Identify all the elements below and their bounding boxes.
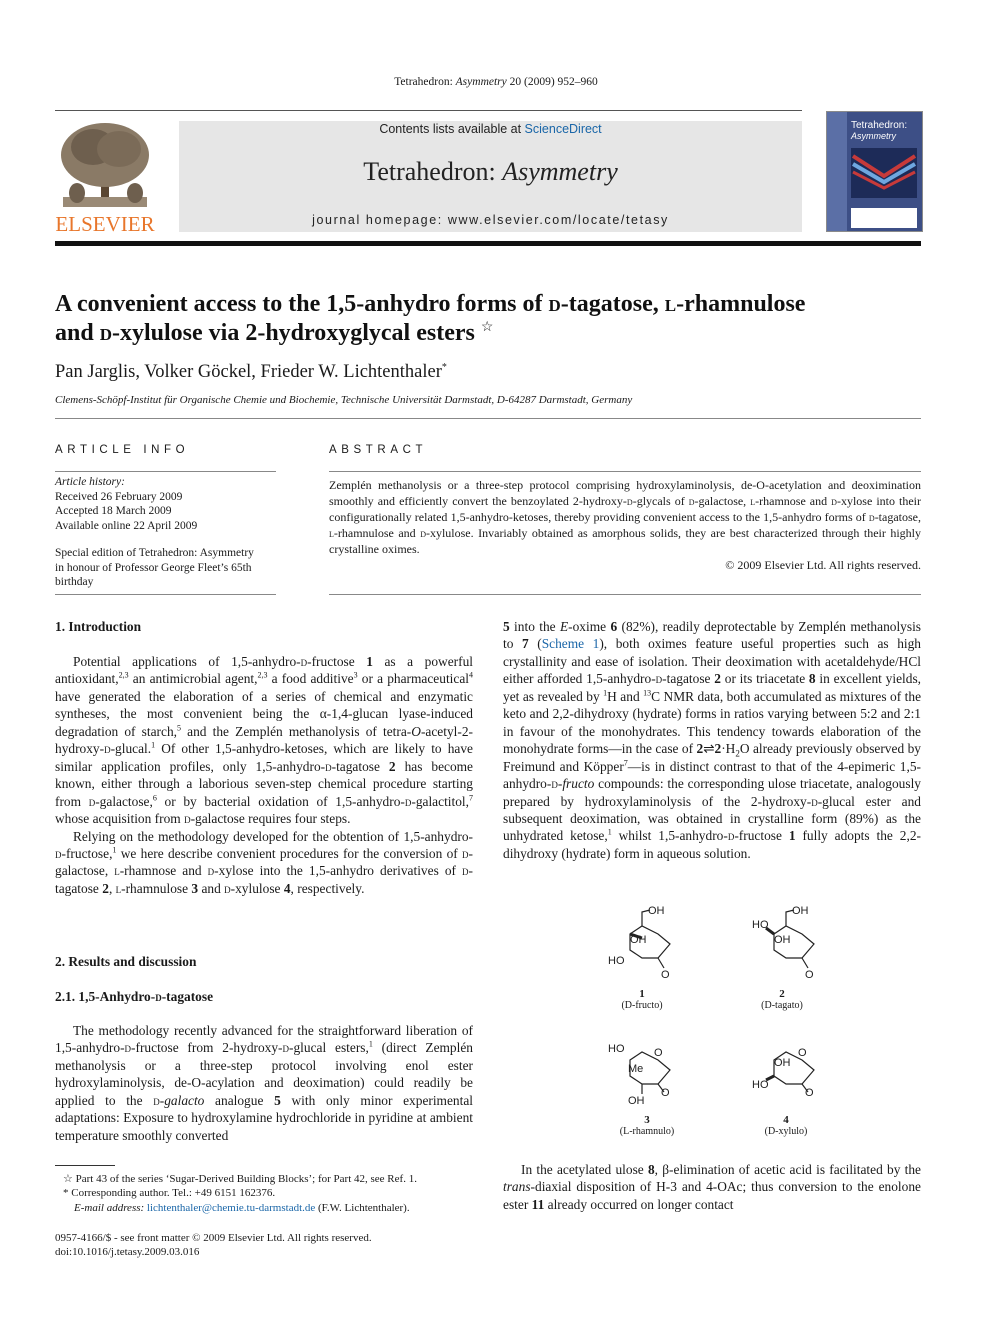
right-column-bottom-text: In the acetylated ulose 8, β-elimination of acetic acid is facilitated by the trans-diaxial disposition of H-3 and 4-OAc; thus conversion to the enolone ester 11 already occurred on longer contact xyxy=(503,1162,921,1212)
scheme-1-link[interactable]: Scheme 1 xyxy=(541,636,600,652)
cover-title: Tetrahedron: Asymmetry xyxy=(851,120,908,141)
journal-citation: Tetrahedron: Asymmetry 20 (2009) 952–960 xyxy=(394,76,598,88)
structure-4 xyxy=(736,1038,846,1108)
label-2: 2 (D-tagato) xyxy=(761,988,803,1011)
section-2-1-text: The methodology recently advanced for the straightforward liberation of 1,5-anhydro-d-fructose from 2-hydroxy-d-glucal esters,$^1$ (direct Zemplén methanolysis or a three-step protocol involving enol ester hydroxylaminolysis, de-O-acylation and deoximation) could readily be applied to the d-galacto analogue 5 with only minor experimental adaptations: Exposure to hydroxylamine hydrochloride in pyridine at ambient temperature smoothly converted xyxy=(55,1023,473,1143)
svg-text:OH: OH xyxy=(628,1095,645,1107)
journal-cover xyxy=(826,111,923,232)
footnote-rule xyxy=(55,1165,115,1166)
svg-text:HO: HO xyxy=(608,955,625,967)
svg-text:O: O xyxy=(661,969,670,981)
label-3: 3 (L-rhamnulo) xyxy=(619,1114,675,1137)
section-introduction: 1. Introduction xyxy=(55,619,142,634)
svg-text:O: O xyxy=(798,1047,807,1059)
info-rule-top xyxy=(55,471,276,472)
intro-text: Potential applications of 1,5-anhydro-d-fructose 1 as a powerful antioxidant,$^{2,3}$ an antimicrobial agent,$^{2,3}$ a food additive$^3$ or a pharmaceutical$^4$ have generated the elaboration of a series of chemical and enzymatic syntheses, the most convenient being the α-1,4-glucan lyase-induced degradation of starch,$^5$ and the Zemplén methanolysis of tetra-O-acetyl-2-hydroxy-d-glucal.$^1$ Of other 1,5-anhydro-ketoses, which are likely to have similar application profiles, only 1,5-anhydro-d-tagatose 2 has become known, either through a laborious seven-step chemical procedure starting from d-galactose,$^6$ or by bacterial oxidation of 1,5-anhydro-d-galactitol,$^7$ whose acquisition from d-galactose requires four steps. Relying on the methodology developed for the obtention of 1,5-anhydro-d-fructose,$^1$ we here describe convenient procedures for the conversion of d-galactose, l-rhamnose and d-xylose into the 1,5-anhydro derivatives of d-tagatose 2, l-rhamnulose 3 and d-xylulose 4, respectively. xyxy=(55,654,474,896)
footnote-corresponding: Corresponding author. Tel.: +49 6151 162376. xyxy=(71,1187,276,1200)
svg-text:O: O xyxy=(654,1047,663,1059)
abstract-rule-top xyxy=(329,471,921,472)
header-rule xyxy=(55,110,802,111)
elsevier-logo xyxy=(55,117,155,235)
label-1: 1 (D-fructo) xyxy=(621,988,663,1011)
elsevier-tree-icon xyxy=(55,117,155,213)
svg-text:OH: OH xyxy=(630,934,647,946)
abstract-rule-bottom xyxy=(329,594,921,595)
affiliation: Clemens-Schöpf-Institut für Organische Chemie und Biochemie, Technische Universität Darmstadt, D-64287 Darmstadt, Germany xyxy=(55,394,633,406)
svg-text:HO: HO xyxy=(752,919,769,931)
sciencedirect-link[interactable]: ScienceDirect xyxy=(524,122,602,136)
banner-rule xyxy=(55,241,921,246)
cover-spine xyxy=(827,112,847,231)
svg-text:O: O xyxy=(661,1087,670,1099)
svg-text:HO: HO xyxy=(608,1043,625,1055)
svg-text:O: O xyxy=(805,1087,814,1099)
abstract-heading: ABSTRACT xyxy=(329,444,428,456)
elsevier-wordmark: ELSEVIER xyxy=(55,212,155,236)
footnotes: ☆ Part 43 of the series ‘Sugar-Derived Building Blocks’; for Part 42, see Ref. 1. * Corresponding author. Tel.: +49 6151 162376. E-mail address: lichtenthaler@chemie.tu-darmstadt.de (F.W. Lichtenthaler). xyxy=(63,1173,417,1214)
journal-homepage[interactable]: journal homepage: www.elsevier.com/locate/tetasy xyxy=(312,213,669,227)
contents-line: Contents lists available at ScienceDirect xyxy=(379,122,602,136)
info-rule-bottom xyxy=(55,594,276,595)
email-link[interactable]: lichtenthaler@chemie.tu-darmstadt.de xyxy=(146,1201,316,1214)
section-results: 2. Results and discussion xyxy=(55,954,197,969)
copyright: © 2009 Elsevier Ltd. All rights reserved. xyxy=(725,558,921,572)
structure-1 xyxy=(592,898,702,982)
structure-2 xyxy=(736,898,846,982)
doi-link[interactable]: doi:10.1016/j.tetasy.2009.03.016 xyxy=(55,1246,200,1259)
svg-text:O: O xyxy=(805,969,814,981)
title-footnote-star[interactable]: ☆ xyxy=(480,320,494,335)
cover-footer xyxy=(851,208,917,228)
journal-name: Tetrahedron: Asymmetry xyxy=(363,157,618,186)
svg-text:HO: HO xyxy=(752,1079,769,1091)
corresponding-mark[interactable]: * xyxy=(441,361,447,373)
structures-figure xyxy=(592,898,852,1148)
cover-image xyxy=(851,148,917,198)
article-info-heading: ARTICLE INFO xyxy=(55,444,190,456)
article-history: Article history: Received 26 February 2009 Accepted 18 March 2009 Available online 22 April 2009 Special edition of Tetrahedron: Asymmetry in honour of Professor George Fleet’s 65th birthday xyxy=(55,476,254,588)
affil-rule xyxy=(55,418,921,419)
label-4: 4 (D-xylulo) xyxy=(764,1114,808,1137)
article-title: A convenient access to the 1,5-anhydro forms of d-tagatose, l-rhamnulose and d-xylulose via 2-hydroxyglycal esters ☆ xyxy=(55,291,806,346)
footnote-star: Part 43 of the series ‘Sugar-Derived Building Blocks’; for Part 42, see Ref. 1. xyxy=(75,1173,417,1185)
front-matter: 0957-4166/$ - see front matter © 2009 Elsevier Ltd. All rights reserved. doi:10.1016/j.tetasy.2009.03.016 xyxy=(55,1232,372,1259)
abstract-text: Zemplén methanolysis or a three-step protocol comprising hydroxylaminolysis, de-O-acetylation and deoximination smoothly and efficiently convert the benzoylated 2-hydroxy-d-glycals of d-galactose, l-rhamnose and d-xylose into their configurationally related 1,5-anhydro-ketoses, thereby providing convenient access to the 1,5-anhydro forms of d-tagatose, l-rhamnulose and d-xylulose. Invariably obtained as amorphous solids, they are best characterized through their highly crystalline oximes. © 2009 Elsevier Ltd. All rights reserved. xyxy=(329,478,922,572)
right-column-text: 5 into the E-oxime 6 (82%), readily deprotectable by Zemplén methanolysis to 7 (Scheme 1), both oximes feature useful properties such as high crystallinity and ease of isolation. Their deoximation with acetaldehyde/HCl either afforded 1,5-anhydro-d-tagatose 2 or its triacetate 8 in excellent yields, yet as revealed by $^1$H and $^{13}$C NMR data, both accumulated as mixtures of the keto and 2,2-dihydroxy (hydrate) forms in ratios varying between 5:2 and 2:1 in favour of the monohydrates. This tendency towards elaboration of the monohydrate forms—in the case of $2\rightleftharpoons 2\cdot H_2O$ already previously observed by Freimund and Köpper$^7$—is in distinct contrast to that of the 4-epimeric 1,5-anhydro-d-fructo compounds: the corresponding ulose triacetate, analogously prepared by hydroxylaminolysis of the 2-hydroxy-d-glucal ester and subsequent deoximation, was obtained in crystalline form (89%) as the unhydrated ketose,$^1$ whilst 1,5-anhydro-d-fructose 1 fully adopts the 2,2-dihydroxy (hydrate) form in aqueous solution. xyxy=(503,619,922,861)
subsection-2-1: 2.1. 1,5-Anhydro-d-tagatose xyxy=(55,989,214,1004)
svg-text:OH: OH xyxy=(648,905,665,917)
svg-text:OH: OH xyxy=(774,1057,791,1069)
structure-3 xyxy=(592,1038,702,1108)
svg-text:OH: OH xyxy=(774,934,791,946)
svg-text:OH: OH xyxy=(792,905,809,917)
svg-text:Me: Me xyxy=(628,1063,644,1075)
journal-banner xyxy=(179,121,802,232)
authors: Pan Jarglis, Volker Göckel, Frieder W. Lichtenthaler* xyxy=(55,361,447,382)
